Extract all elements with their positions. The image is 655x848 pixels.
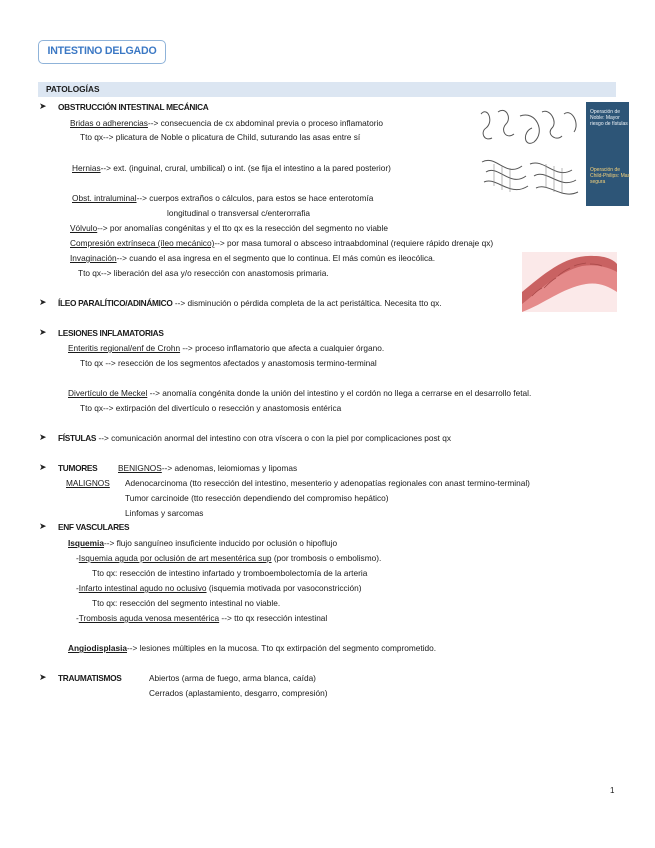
text-infarto: (isquemia motivada por vasoconstricción) (206, 583, 362, 593)
text-ileo: --> disminución o pérdida completa de la act peristáltica. Necesita tto qx. (174, 298, 442, 308)
line-volvulo (70, 224, 388, 233)
trauma-abiertos: Abiertos (arma de fuego, arma blanca, caída) (149, 673, 316, 683)
bullet-icon: ➤ (39, 432, 47, 442)
malignos-1: Adenocarcinoma (tto resección del intestino, mesenterio y adenopatías regionales con anast termino-terminal) (125, 478, 530, 488)
line-fistulas (58, 434, 451, 443)
term-hernias: Hernias (72, 163, 101, 173)
tto-infarto: Tto qx: resección del segmento intestinal no viable. (92, 598, 281, 608)
bullet-icon: ➤ (39, 521, 47, 531)
prefix-aguda: - (76, 553, 79, 563)
line-invaginacion (70, 254, 435, 263)
line-infarto (76, 584, 361, 593)
line-compresion (70, 239, 493, 248)
term-benignos: BENIGNOS (118, 463, 162, 473)
text-compresion: --> por masa tumoral o absceso intraabdominal (requiere rápido drenaje qx) (214, 238, 494, 248)
line-aguda (76, 554, 381, 563)
term-obst: Obst. intraluminal (72, 193, 137, 203)
malignos-2: Tumor carcinoide (tto resección dependiendo del compromiso hepático) (125, 493, 389, 503)
prefix-trombosis: - (76, 613, 79, 623)
text-aguda: (por trombosis o embolismo). (271, 553, 382, 563)
term-enteritis: Enteritis regional/enf de Crohn (68, 343, 181, 353)
tto-aguda: Tto qx: resección de intestino infartado y tromboembolectomía de la arteria (92, 568, 368, 578)
tto-meckel: Tto qx--> extirpación del divertículo o resección y anastomosis entérica (80, 403, 342, 413)
text-obst-2: longitudinal o transversal c/enterorrafia (167, 208, 310, 218)
term-bridas: Bridas o adherencias (70, 118, 148, 128)
line-ileo (58, 299, 442, 308)
line-hernias (72, 164, 391, 173)
term-meckel: Divertículo de Meckel (68, 388, 148, 398)
term-angiodisplasia: Angiodisplasia (68, 643, 128, 653)
text-meckel: --> anomalía congénita donde la unión del intestino y el cordón no llega a cerrarse en el desarrollo fetal. (149, 388, 532, 398)
label-noble: Operación de Noble: Mayor riesgo de fístulas (590, 109, 628, 127)
text-invaginacion: --> cuando el asa ingresa en el segmento que lo continua. El más común es ileocólica. (116, 253, 436, 263)
section-header (38, 82, 616, 97)
prefix-infarto: - (76, 583, 79, 593)
text-fistulas: --> comunicación anormal del intestino con otra víscera o con la piel por complicaciones post qx (98, 433, 452, 443)
text-volvulo: --> por anomalías congénitas y el tto qx es la resección del segmento no viable (97, 223, 389, 233)
page-title: INTESTINO DELGADO (38, 40, 166, 64)
tto-enteritis: Tto qx --> resección de los segmentos afectados y anastomosis termino-terminal (80, 358, 377, 368)
plicatura-illustration (476, 102, 586, 206)
plicatura-sketch-icon (476, 102, 586, 206)
line-obst (72, 194, 373, 203)
line-benignos (118, 464, 297, 473)
text-bridas: --> consecuencia de cx abdominal previa o proceso inflamatorio (147, 118, 383, 128)
line-trombosis (76, 614, 327, 623)
term-aguda: Isquemia aguda por oclusión de art mesentérica sup (78, 553, 272, 563)
term-malignos: MALIGNOS (66, 478, 110, 488)
bullet-icon: ➤ (39, 101, 47, 111)
heading-ileo: ÍLEO PARALÍTICO/ADINÁMICO (58, 298, 173, 308)
section-title: PATOLOGÍAS (46, 84, 100, 94)
bullet-icon: ➤ (39, 327, 47, 337)
tto-bridas: Tto qx--> plicatura de Noble o plicatura de Child, suturando las asas entre sí (80, 132, 361, 142)
malignos-3: Linfomas y sarcomas (125, 508, 204, 518)
page-number: 1 (610, 786, 615, 795)
heading-obstruccion: OBSTRUCCIÓN INTESTINAL MECÁNICA (58, 102, 209, 112)
plicatura-legend (586, 102, 629, 206)
term-volvulo: Vólvulo (70, 223, 98, 233)
term-invaginacion: Invaginación (70, 253, 117, 263)
intestine-image-icon (522, 252, 617, 312)
intestine-illustration (522, 252, 617, 312)
bullet-icon: ➤ (39, 672, 47, 682)
term-trombosis: Trombosis aguda venosa mesentérica (78, 613, 220, 623)
line-isquemia (68, 539, 337, 548)
text-obst: --> cuerpos extraños o cálculos, para estos se hace enterotomía (136, 193, 374, 203)
bullet-icon: ➤ (39, 462, 47, 472)
term-isquemia: Isquemia (68, 538, 104, 548)
heading-traumatismos: TRAUMATISMOS (58, 673, 122, 683)
heading-vasculares: ENF VASCULARES (58, 522, 130, 532)
text-enteritis: --> proceso inflamatorio que afecta a cualquier órgano. (182, 343, 385, 353)
bullet-icon: ➤ (39, 297, 47, 307)
text-angiodisplasia: --> lesiones múltiples en la mucosa. Tto qx extirpación del segmento comprometido. (127, 643, 437, 653)
heading-inflamatorias: LESIONES INFLAMATORIAS (58, 328, 164, 338)
text-trombosis: --> tto qx resección intestinal (219, 613, 328, 623)
text-isquemia: --> flujo sanguíneo insuficiente inducido por oclusión o hipoflujo (103, 538, 338, 548)
trauma-cerrados: Cerrados (aplastamiento, desgarro, compresión) (149, 688, 328, 698)
term-infarto: Infarto intestinal agudo no oclusivo (78, 583, 207, 593)
label-child: Operación de Child-Philips: Mas segura (590, 167, 631, 185)
line-enteritis (68, 344, 384, 353)
line-meckel (68, 389, 531, 398)
line-bridas (70, 119, 383, 128)
tto-invaginacion: Tto qx--> liberación del asa y/o resección con anastomosis primaria. (78, 268, 329, 278)
text-hernias: --> ext. (inguinal, crural, umbilical) o int. (se fija el intestino a la pared posterior) (100, 163, 391, 173)
heading-tumores: TUMORES (58, 463, 98, 473)
line-angiodisplasia (68, 644, 436, 653)
text-benignos: --> adenomas, leiomiomas y lipomas (161, 463, 298, 473)
term-compresion: Compresión extrínseca (íleo mecánico) (70, 238, 215, 248)
heading-fistulas: FÍSTULAS (58, 433, 97, 443)
